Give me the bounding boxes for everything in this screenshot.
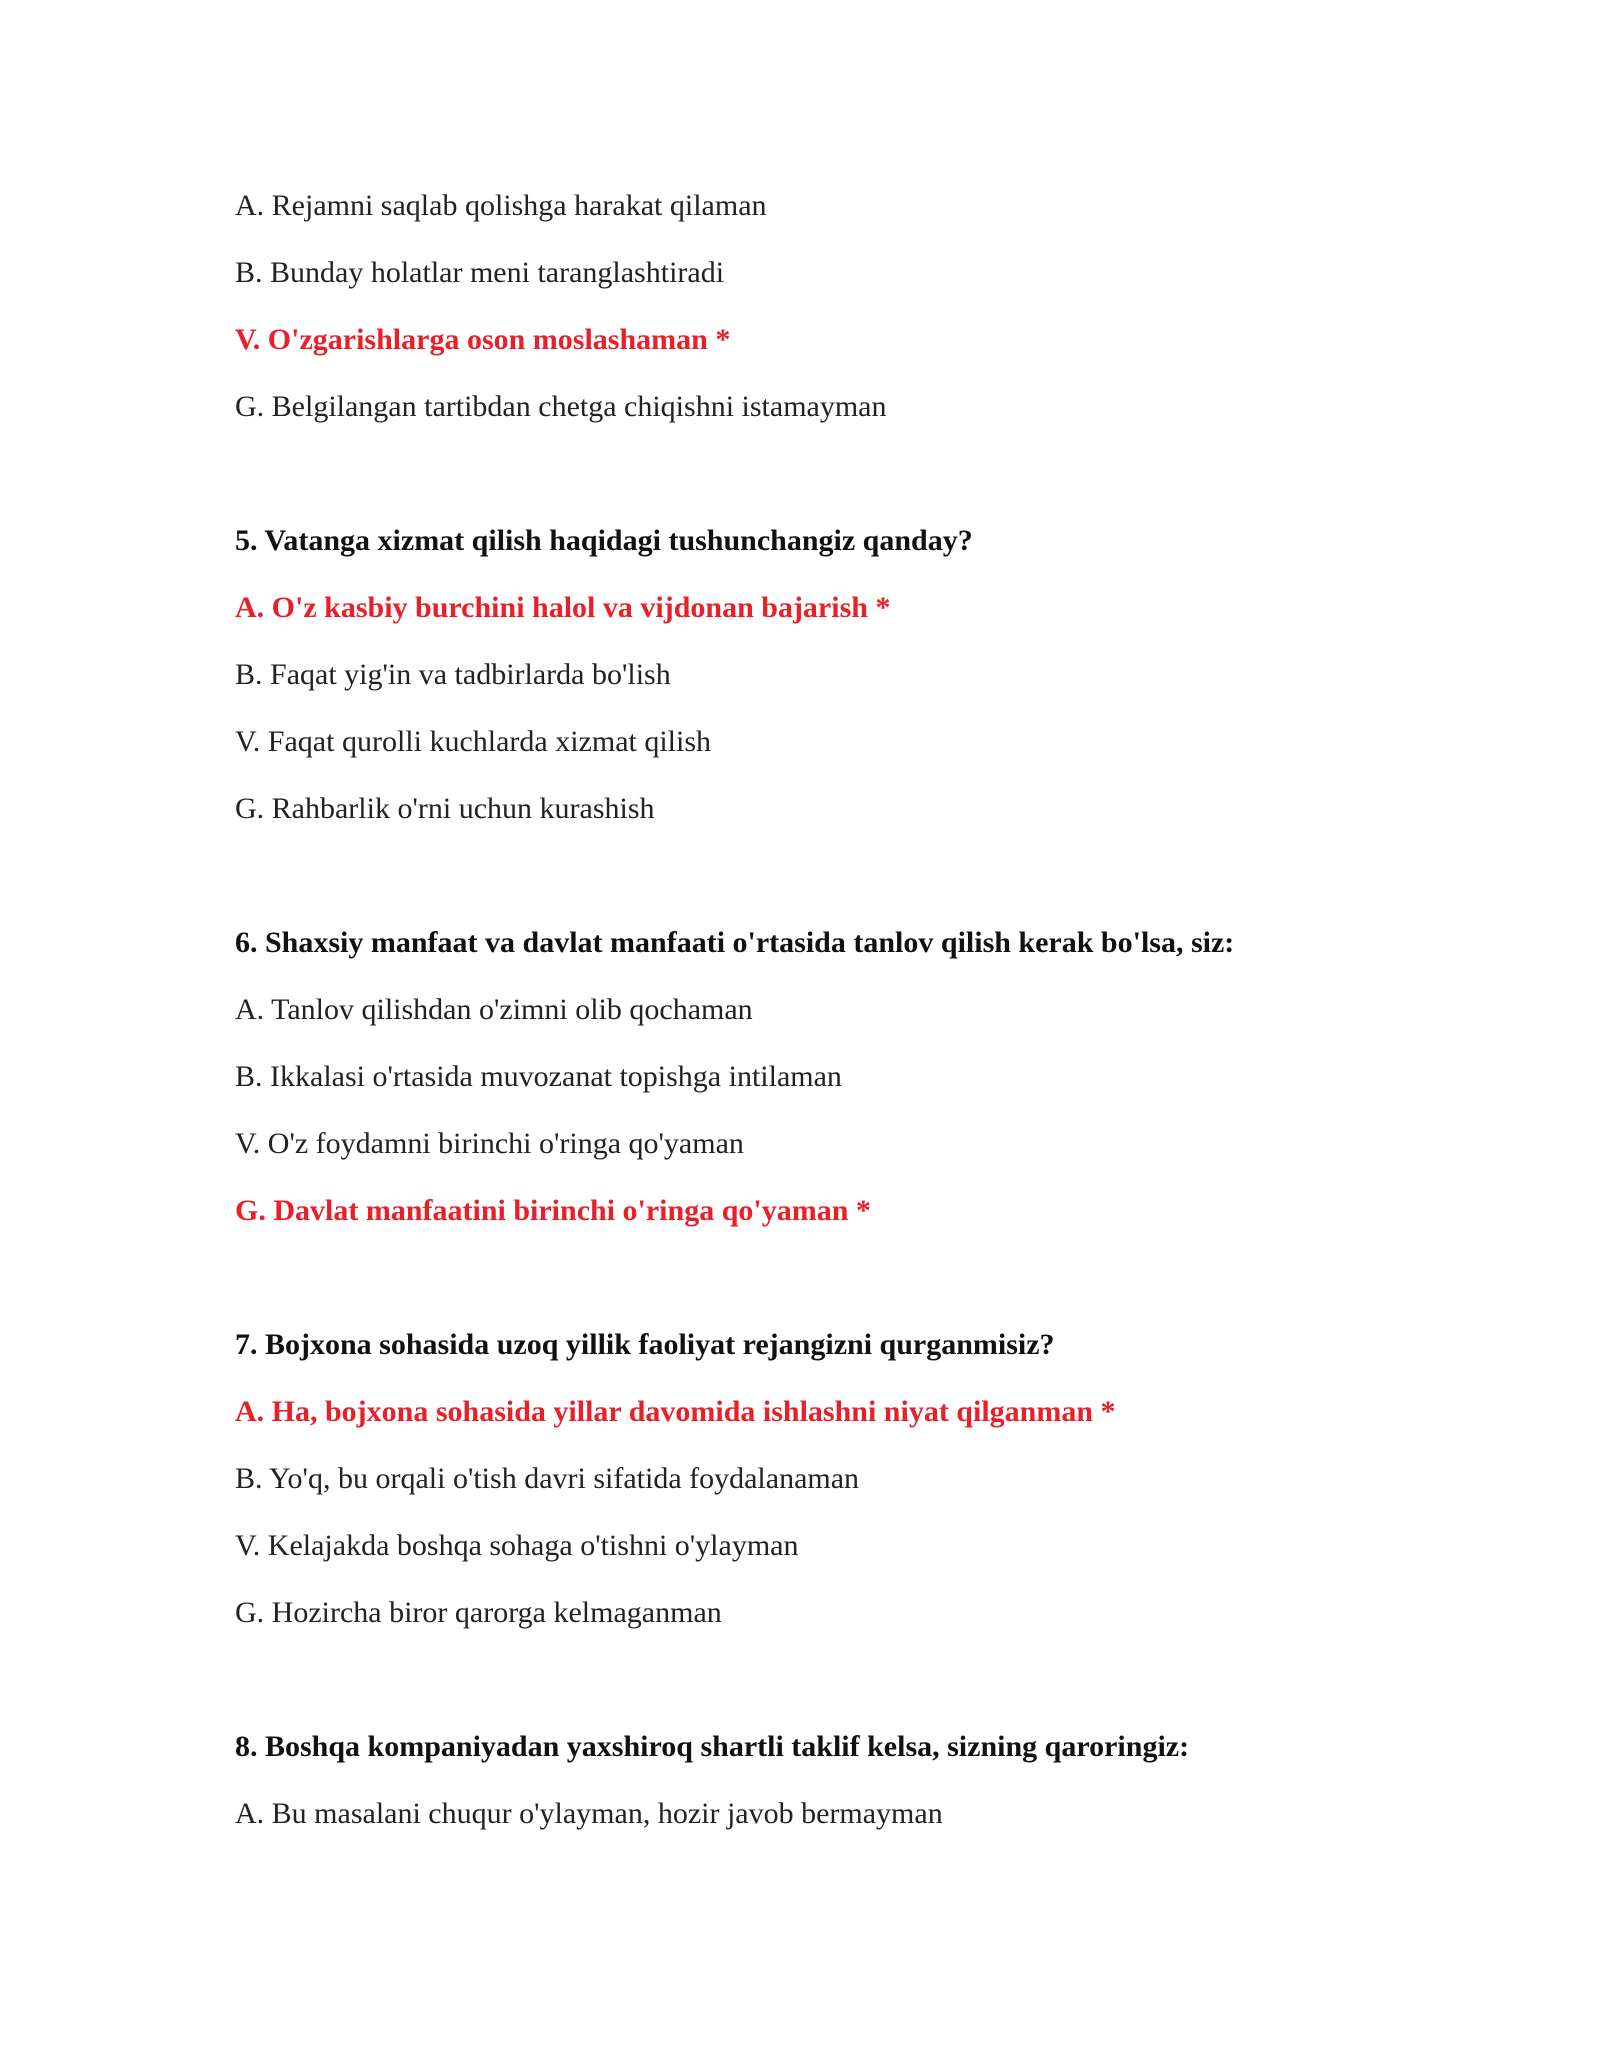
answer-option: A. Rejamni saqlab qolishga harakat qilaman — [235, 189, 767, 222]
correct-answer-option: G. Davlat manfaatini birinchi o'ringa qo'yaman * — [235, 1194, 871, 1227]
answer-option: G. Belgilangan tartibdan chetga chiqishni istamayman — [235, 390, 887, 423]
answer-option: V. Kelajakda boshqa sohaga o'tishni o'ylayman — [235, 1529, 799, 1562]
correct-answer-option: V. O'zgarishlarga oson moslashaman * — [235, 323, 731, 356]
question-7: 7. Bojxona sohasida uzoq yillik faoliyat rejangizni qurganmisiz? — [235, 1328, 1055, 1361]
answer-option: G. Hozircha biror qarorga kelmaganman — [235, 1596, 722, 1629]
answer-option: V. O'z foydamni birinchi o'ringa qo'yaman — [235, 1127, 744, 1160]
answer-option: B. Yo'q, bu orqali o'tish davri sifatida foydalanaman — [235, 1462, 860, 1495]
answer-option: G. Rahbarlik o'rni uchun kurashish — [235, 792, 655, 825]
answer-option: B. Ikkalasi o'rtasida muvozanat topishga intilaman — [235, 1060, 842, 1093]
question-5: 5. Vatanga xizmat qilish haqidagi tushunchangiz qanday? — [235, 524, 973, 557]
answer-option: V. Faqat qurolli kuchlarda xizmat qilish — [235, 725, 712, 758]
question-8: 8. Boshqa kompaniyadan yaxshiroq shartli taklif kelsa, sizning qaroringiz: — [235, 1730, 1190, 1763]
answer-option: B. Faqat yig'in va tadbirlarda bo'lish — [235, 658, 671, 691]
correct-answer-option: A. Ha, bojxona sohasida yillar davomida ishlashni niyat qilganman * — [235, 1395, 1116, 1428]
correct-answer-option: A. O'z kasbiy burchini halol va vijdonan bajarish * — [235, 591, 891, 624]
question-6: 6. Shaxsiy manfaat va davlat manfaati o'rtasida tanlov qilish kerak bo'lsa, siz: — [235, 926, 1235, 959]
answer-option: B. Bunday holatlar meni taranglashtiradi — [235, 256, 725, 289]
answer-option: A. Bu masalani chuqur o'ylayman, hozir javob bermayman — [235, 1797, 943, 1830]
answer-option: A. Tanlov qilishdan o'zimni olib qochaman — [235, 993, 753, 1026]
